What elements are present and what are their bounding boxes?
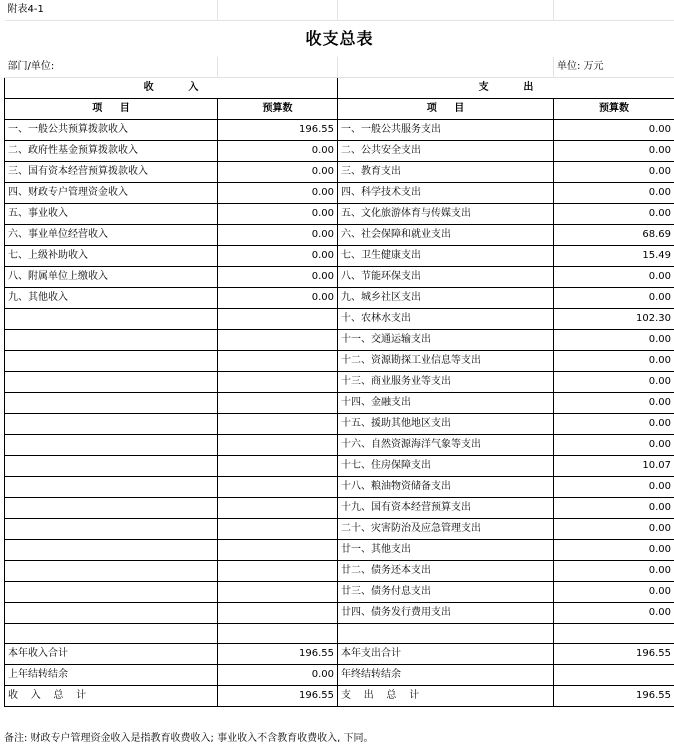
expense-item-label[interactable]: 九、城乡社区支出 [338,288,554,309]
carry_out-label[interactable]: 年终结转结余 [338,665,554,686]
expense-item-label[interactable]: 十七、住房保障支出 [338,456,554,477]
expense-item-value[interactable]: 0.00 [554,183,674,204]
expense-item-value[interactable]: 0.00 [554,477,674,498]
footnote: 备注: 财政专户管理资金收入是指教育收费收入; 事业收入不含教育收费收入, 下同。 [4,733,374,744]
expense-item-value[interactable]: 0.00 [554,561,674,582]
income-item-label[interactable] [5,435,218,456]
expense-item-value[interactable]: 0.00 [554,141,674,162]
appendix-row [5,0,674,21]
income-item-label[interactable] [5,456,218,477]
income-item-value[interactable] [218,330,338,351]
expense-item-value[interactable] [554,624,674,644]
table-row [5,372,674,393]
expense-item-label[interactable]: 十、农林水支出 [338,309,554,330]
expense-item-label[interactable]: 四、科学技术支出 [338,183,554,204]
table-row [5,477,674,498]
table-row [5,246,674,267]
income-item-label[interactable]: 一、一般公共预算拨款收入 [5,120,218,141]
income-item-value[interactable] [218,540,338,561]
expense-item-value[interactable]: 68.69 [554,225,674,246]
income-item-label[interactable] [5,393,218,414]
income-item-value[interactable] [218,435,338,456]
expense-item-label[interactable]: 十九、国有资本经营预算支出 [338,498,554,519]
income_total-label[interactable]: 收 入 总 计 [5,686,218,707]
table-row [5,435,674,456]
expense-item-value[interactable]: 0.00 [554,288,674,309]
expense-header[interactable]: 支 出 [338,78,674,99]
income-item-value[interactable]: 0.00 [218,225,338,246]
income-item-value[interactable]: 0.00 [218,141,338,162]
expense-item-value[interactable]: 0.00 [554,582,674,603]
table-row [5,204,674,225]
column-header-row [5,99,674,120]
income-item-label[interactable] [5,561,218,582]
table-row [5,414,674,435]
carry_out-value[interactable] [554,665,674,686]
table-row [5,330,674,351]
unit-row [5,57,674,78]
table-row [5,456,674,477]
table-row [5,162,674,183]
expense-item-label[interactable]: 一、一般公共服务支出 [338,120,554,141]
expense_total-value[interactable]: 196.55 [554,686,674,707]
income-item-label[interactable] [5,372,218,393]
year-total-row [5,644,674,665]
table-row [5,309,674,330]
income-item-value[interactable] [218,351,338,372]
income-item-label[interactable]: 五、事业收入 [5,204,218,225]
expense-item-label[interactable]: 廿二、债务还本支出 [338,561,554,582]
income-item-value[interactable] [218,414,338,435]
expense-item-label[interactable]: 六、社会保障和就业支出 [338,225,554,246]
expense-item-label[interactable]: 十六、自然资源海洋气象等支出 [338,435,554,456]
table-row [5,393,674,414]
expense-item-value[interactable]: 10.07 [554,456,674,477]
income-item-value[interactable]: 0.00 [218,246,338,267]
income-item-label[interactable] [5,477,218,498]
expense-item-value[interactable]: 0.00 [554,498,674,519]
expense-item-label[interactable]: 三、教育支出 [338,162,554,183]
expense_year-value[interactable]: 196.55 [554,644,674,665]
carry-over-row [5,665,674,686]
income-item-value[interactable] [218,498,338,519]
income-item-value[interactable] [218,561,338,582]
income-header[interactable]: 收 入 [5,78,338,99]
expense-item-value[interactable]: 0.00 [554,120,674,141]
income-item-value[interactable]: 0.00 [218,162,338,183]
table-row [5,498,674,519]
table-row [5,540,674,561]
table-row [5,120,674,141]
income-item-value[interactable] [218,603,338,624]
income-item-value[interactable] [218,519,338,540]
table-row [5,582,674,603]
income-item-value[interactable] [218,456,338,477]
income-budget-header[interactable]: 预算数 [218,99,338,120]
table-row [5,183,674,204]
dept-label[interactable]: 部门/单位: [5,57,218,78]
income-item-value[interactable] [218,393,338,414]
income-item-label[interactable] [5,309,218,330]
expense-item-label[interactable]: 十三、商业服务业等支出 [338,372,554,393]
income-item-value[interactable] [218,372,338,393]
table-row [5,624,674,644]
expense-item-value[interactable]: 0.00 [554,162,674,183]
expense-item-label[interactable]: 五、文化旅游体育与传媒支出 [338,204,554,225]
income-item-label[interactable] [5,519,218,540]
income-item-label[interactable]: 七、上级补助收入 [5,246,218,267]
income_year-label[interactable]: 本年收入合计 [5,644,218,665]
income-item-value[interactable]: 0.00 [218,267,338,288]
expense-item-value[interactable]: 15.49 [554,246,674,267]
income-item-label[interactable] [5,414,218,435]
expense-item-label[interactable]: 十二、资源勘探工业信息等支出 [338,351,554,372]
table-row [5,603,674,624]
income-item-value[interactable]: 0.00 [218,183,338,204]
expense_total-label[interactable]: 支 出 总 计 [338,686,554,707]
expense-item-value[interactable]: 0.00 [554,435,674,456]
income-item-value[interactable] [218,477,338,498]
income-item-label[interactable]: 九、其他收入 [5,288,218,309]
income-item-label[interactable] [5,624,218,644]
expense-item-value[interactable]: 0.00 [554,267,674,288]
income-item-header[interactable]: 项 目 [5,99,218,120]
income-item-label[interactable]: 六、事业单位经营收入 [5,225,218,246]
income-item-value[interactable]: 0.00 [218,204,338,225]
income-item-value[interactable] [218,309,338,330]
expense-item-value[interactable]: 0.00 [554,414,674,435]
income-item-label[interactable]: 八、附属单位上缴收入 [5,267,218,288]
income-item-label[interactable] [5,498,218,519]
expense-item-label[interactable]: 七、卫生健康支出 [338,246,554,267]
summary-table [4,0,674,707]
income-item-label[interactable]: 三、国有资本经营预算拨款收入 [5,162,218,183]
expense-item-label[interactable]: 二、公共安全支出 [338,141,554,162]
table-row [5,351,674,372]
income-item-value[interactable]: 196.55 [218,120,338,141]
expense-item-value[interactable]: 0.00 [554,351,674,372]
expense-item-label[interactable]: 廿一、其他支出 [338,540,554,561]
expense-item-value[interactable]: 0.00 [554,540,674,561]
unit-label[interactable]: 单位: 万元 [554,57,674,78]
expense-item-value[interactable]: 0.00 [554,372,674,393]
table-row [5,288,674,309]
grand-total-row [5,686,674,707]
expense-item-label[interactable]: 十一、交通运输支出 [338,330,554,351]
expense-item-label[interactable] [338,624,554,644]
income-item-label[interactable]: 二、政府性基金预算拨款收入 [5,141,218,162]
expense_year-label[interactable]: 本年支出合计 [338,644,554,665]
expense-item-label[interactable]: 二十、灾害防治及应急管理支出 [338,519,554,540]
expense-item-label[interactable]: 廿四、债务发行费用支出 [338,603,554,624]
expense-item-label[interactable]: 十四、金融支出 [338,393,554,414]
expense-item-value[interactable]: 0.00 [554,603,674,624]
carry_in-value[interactable]: 0.00 [218,665,338,686]
expense-item-label[interactable]: 十八、粮油物资储备支出 [338,477,554,498]
income-item-label[interactable] [5,603,218,624]
income_total-value[interactable]: 196.55 [218,686,338,707]
expense-item-label[interactable]: 八、节能环保支出 [338,267,554,288]
title-row [5,21,674,58]
income_year-value[interactable]: 196.55 [218,644,338,665]
expense-item-value[interactable]: 0.00 [554,519,674,540]
income-item-label[interactable]: 四、财政专户管理资金收入 [5,183,218,204]
table-row [5,561,674,582]
income-item-label[interactable] [5,582,218,603]
expense-budget-header[interactable]: 预算数 [554,99,674,120]
table-row [5,141,674,162]
income-item-label[interactable] [5,330,218,351]
income-item-value[interactable] [218,624,338,644]
expense-item-label[interactable]: 十五、援助其他地区支出 [338,414,554,435]
table-row [5,225,674,246]
carry_in-label[interactable]: 上年结转结余 [5,665,218,686]
section-header-row [5,78,674,99]
expense-item-label[interactable]: 廿三、债务付息支出 [338,582,554,603]
page-title[interactable]: 收支总表 [305,29,374,48]
income-item-value[interactable]: 0.00 [218,288,338,309]
income-item-label[interactable] [5,540,218,561]
expense-item-value[interactable]: 0.00 [554,330,674,351]
expense-item-value[interactable]: 102.30 [554,309,674,330]
appendix-label[interactable]: 附表4-1 [5,0,218,21]
expense-item-value[interactable]: 0.00 [554,393,674,414]
income-item-value[interactable] [218,582,338,603]
income-item-label[interactable] [5,351,218,372]
table-row [5,519,674,540]
expense-item-value[interactable]: 0.00 [554,204,674,225]
table-row [5,267,674,288]
expense-item-header[interactable]: 项 目 [338,99,554,120]
